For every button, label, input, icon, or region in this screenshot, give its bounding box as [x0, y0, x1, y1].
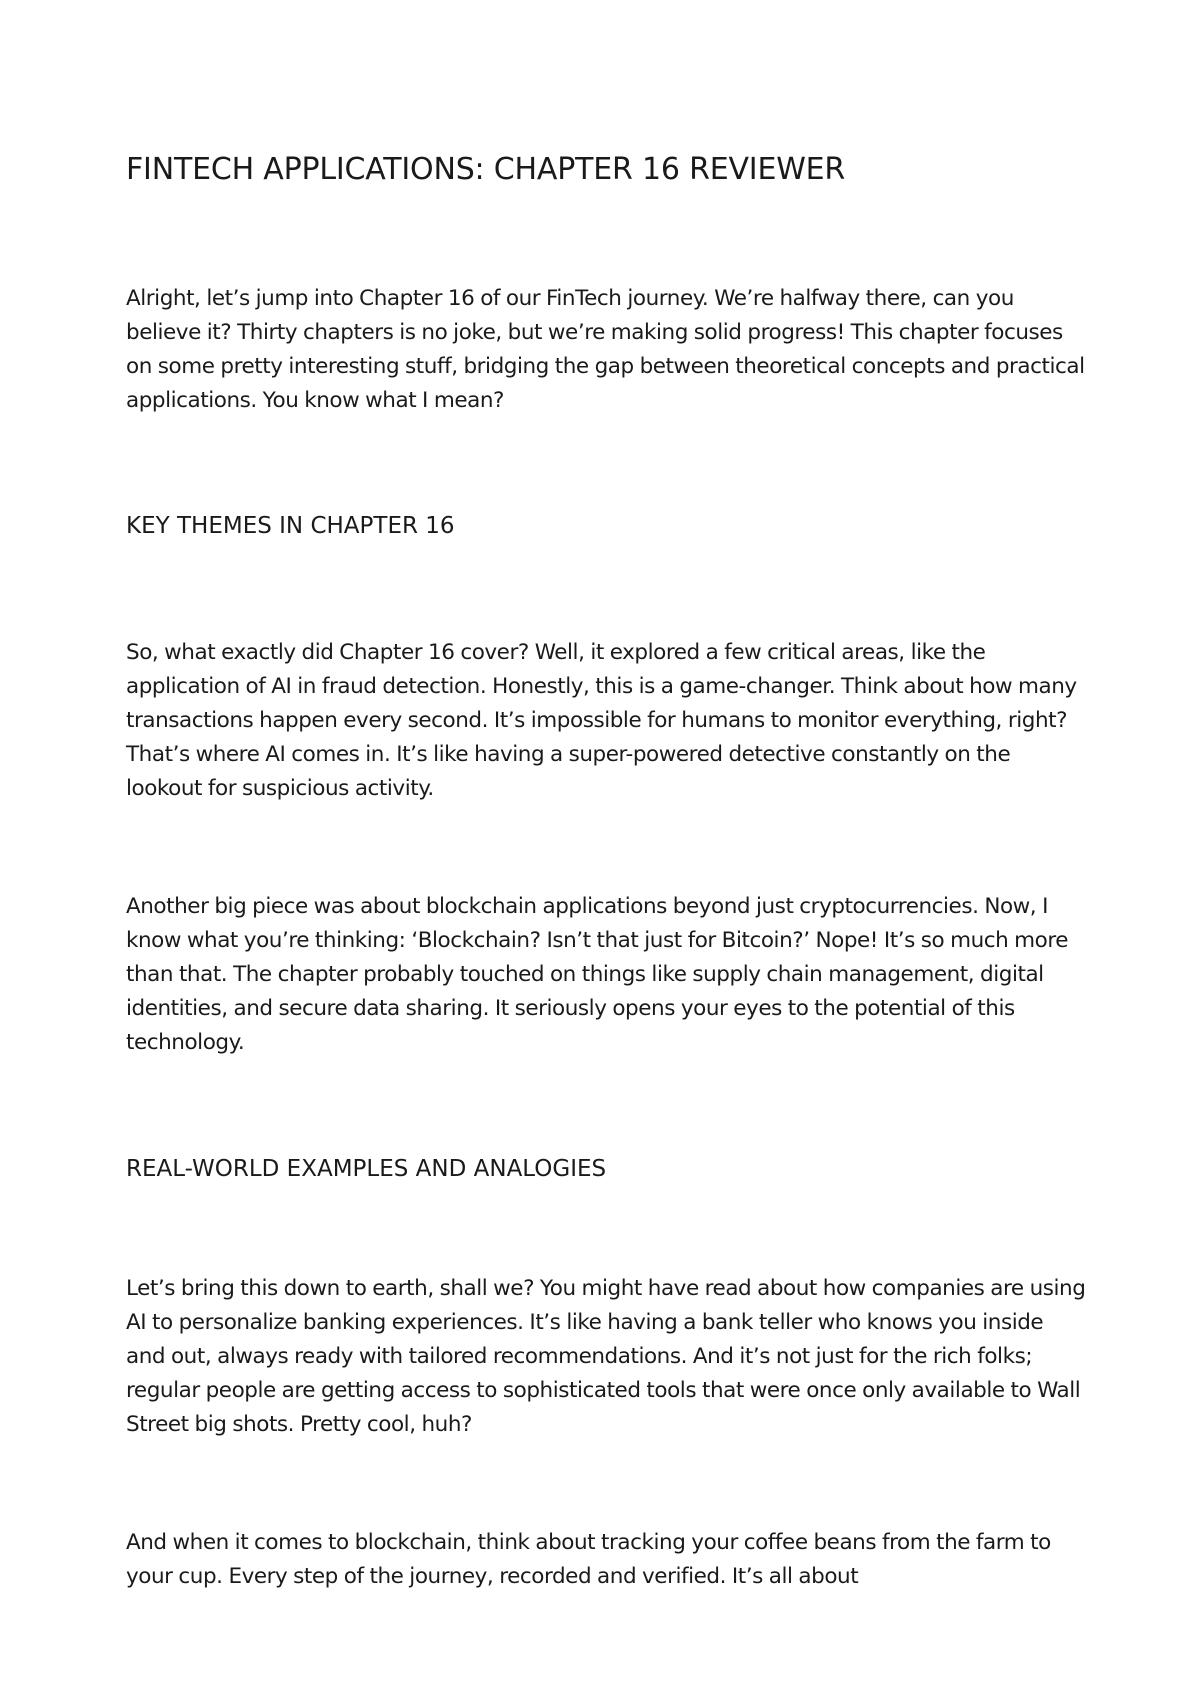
- real-world-paragraph-2: And when it comes to blockchain, think about tracking your coffee beans from the farm to your cup. Every step of the journey, recorded and verified. It’s all about: [126, 1530, 1051, 1589]
- section-heading-real-world: REAL-WORLD EXAMPLES AND ANALOGIES: [126, 1156, 607, 1182]
- real-world-paragraph-1: Let’s bring this down to earth, shall we? You might have read about how companies are using AI to personalize banking experiences. It’s like having a bank teller who knows you inside and out, always ready with tailored recommendations. And it’s not just for the rich folks; regular people are getting access to sophisticated tools that were once only available to Wall Street big shots. Pretty cool, huh?: [126, 1276, 1086, 1437]
- section-heading-key-themes: KEY THEMES IN CHAPTER 16: [126, 513, 455, 539]
- key-themes-paragraph-2: Another big piece was about blockchain applications beyond just cryptocurrencies. Now, I know what you’re thinking: ‘Blockchain? Isn’t that just for Bitcoin?’ Nope! It’s so much more than that. The chapter probably touched on things like supply chain management, digital identities, and secure data sharing. It seriously opens your eyes to the potential of this technology.: [126, 894, 1069, 1055]
- intro-paragraph: Alright, let’s jump into Chapter 16 of our FinTech journey. We’re halfway there, can you believe it? Thirty chapters is no joke, but we’re making solid progress! This chapter focuses on some pretty interesting stuff, bridging the gap between theoretical concepts and practical applications. You know what I mean?: [126, 286, 1085, 413]
- key-themes-paragraph-1: So, what exactly did Chapter 16 cover? Well, it explored a few critical areas, like the application of AI in fraud detection. Honestly, this is a game-changer. Think about how many transactions happen every second. It’s impossible for humans to monitor everything, right? That’s where AI comes in. It’s like having a super-powered detective constantly on the lookout for suspicious activity.: [126, 640, 1077, 801]
- document-title: FINTECH APPLICATIONS: CHAPTER 16 REVIEWER: [126, 152, 846, 187]
